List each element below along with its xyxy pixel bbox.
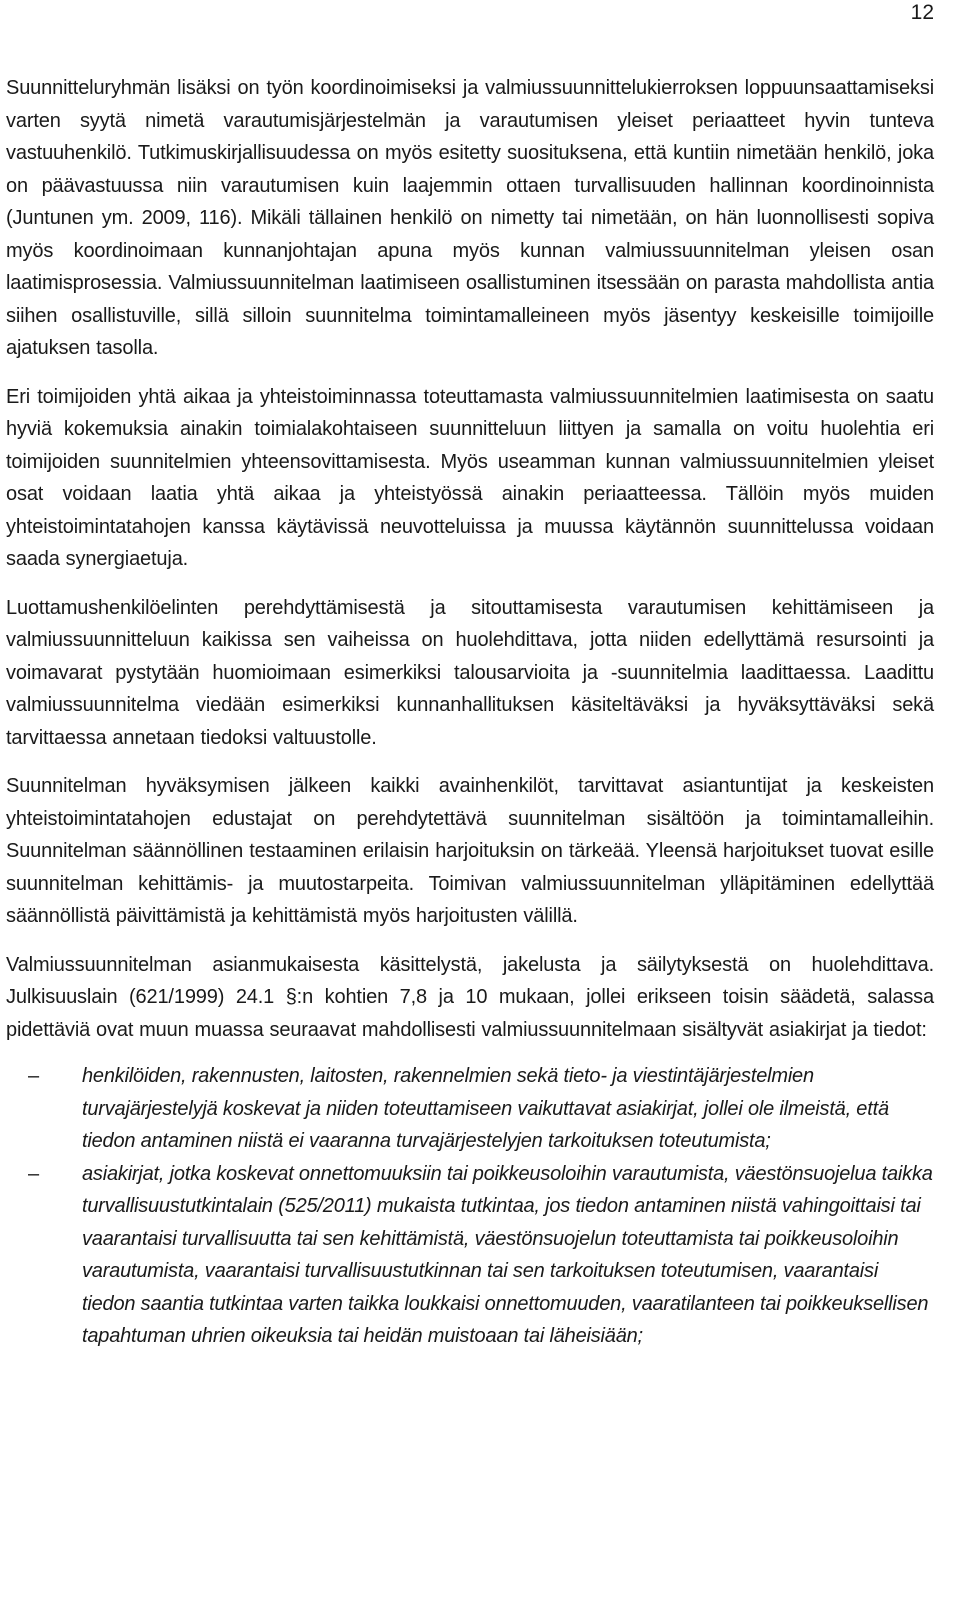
paragraph-joint-planning: Eri toimijoiden yhtä aikaa ja yhteistoiminnassa toteuttamasta valmiussuunnitelmien laatimisesta on saatu hyviä kokemuksia ainakin toimialakohtaiseen suunnitteluun liittyen ja samalla on voitu huolehtia eri toimijoiden suunnitelmien yhteensovittamisesta. Myös useamman kunnan valmiussuunnitelmien yleiset osat voidaan laatia yhtä aikaa ja yhteistyössä ainakin periaatteessa. Tällöin myös muiden yhteistoimintatahojen kanssa käytävissä neuvotteluissa ja muussa käytännön suunnittelussa voidaan saada synergiaetuja. [6,385,934,570]
list-item-text: henkilöiden, rakennusten, laitosten, rakennelmien sekä tieto- ja viestintäjärjestelmien turvajärjestelyjä koskevat ja niiden toteuttamiseen vaikuttavat asiakirjat, jollei ole ilmeistä, että tiedon antaminen niistä ei vaaranna turvajärjestelyjen tarkoituksen toteutumista; [82,1065,889,1152]
paragraph-coordinator: Suunnitteluryhmän lisäksi on työn koordinoimiseksi ja valmiussuunnittelukierroksen loppuunsaattamiseksi varten syytä nimetä varautumisjärjestelmän ja varautumisen yleiset periaatteet hyvin tunteva vastuuhenkilö. Tutkimuskirjallisuudessa on myös esitetty suosituksena, että kuntiin nimetään henkilö, joka on päävastuussa niin varautumisen kuin laajemmin ottaen turvallisuuden hallinnan koordinoinnista (Juntunen ym. 2009, 116). Mikäli tällainen henkilö on nimetty tai nimetään, on hän luonnollisesti sopiva myös koordinoimaan kunnanjohtajan apuna myös kunnan valmiussuunnitelman yleisen osan laatimisprosessia. Valmiussuunnitelman laatimiseen osallistuminen itsessään on parasta mahdollista antia siihen osallistuville, sillä silloin suunnitelma toimintamalleineen myös jäsentyy keskeisille toimijoille ajatuksen tasolla. [6,77,934,359]
confidential-items-list [6,1060,934,1353]
page-number: 12 [910,1,934,24]
paragraph-trustees: Luottamushenkilöelinten perehdyttämisestä ja sitouttamisesta varautumisen kehittämiseen ja valmiussuunnitteluun kaikissa sen vaiheissa on huolehdittava, jotta niiden edellyttämä resursointi ja voimavarat pystytään huomioimaan esimerkiksi talousarvioita ja -suunnitelmia laadittaessa. Laadittu valmiussuunnitelma viedään esimerkiksi kunnanhallituksen käsiteltäväksi ja hyväksyttäväksi sekä tarvittaessa annetaan tiedoksi valtuustolle. [6,596,934,749]
list-bullet: – [28,1065,39,1087]
paragraph-confidentiality: Valmiussuunnitelman asianmukaisesta käsittelystä, jakelusta ja säilytyksestä on huolehdittava. Julkisuuslain (621/1999) 24.1 §:n kohtien 7,8 ja 10 mukaan, jollei erikseen toisin säädetä, salassa pidettäviä ovat muun muassa seuraavat mahdollisesti valmiussuunnitelmaan sisältyvät asiakirjat ja tiedot: [6,953,934,1041]
list-item [6,1060,934,1158]
list-item [6,1158,934,1353]
list-item-text: asiakirjat, jotka koskevat onnettomuuksiin tai poikkeusoloihin varautumista, väestönsuojelua taikka turvallisuustutkintalain (525/2011) mukaista tutkintaa, jos tiedon antaminen niistä vahingoittaisi tai vaarantaisi turvallisuutta tai sen kehittämistä, väestönsuojelun toteuttamista tai poikkeusoloihin varautumista, vaarantaisi turvallisuustutkinnan tai sen tarkoituksen toteutumisen, vaarantaisi tiedon saantia tutkintaa varten taikka loukkaisi onnettomuuden, vaaratilanteen tai poikkeuksellisen tapahtuman uhrien oikeuksia tai heidän muistoaan tai läheisiään; [82,1162,933,1347]
page-body [6,72,934,1353]
list-bullet: – [28,1162,39,1185]
paragraph-approval: Suunnitelman hyväksymisen jälkeen kaikki avainhenkilöt, tarvittavat asiantuntijat ja keskeisten yhteistoimintatahojen edustajat on perehdytettävä suunnitelman sisältöön ja toimintamalleihin. Suunnitelman säännöllinen testaaminen erilaisin harjoituksin on tärkeää. Yleensä harjoitukset tuovat esille suunnitelman kehittämis- ja muutostarpeita. Toimivan valmiussuunnitelman ylläpitäminen edellyttää säännöllistä päivittämistä ja kehittämistä myös harjoitusten välillä. [6,775,934,927]
